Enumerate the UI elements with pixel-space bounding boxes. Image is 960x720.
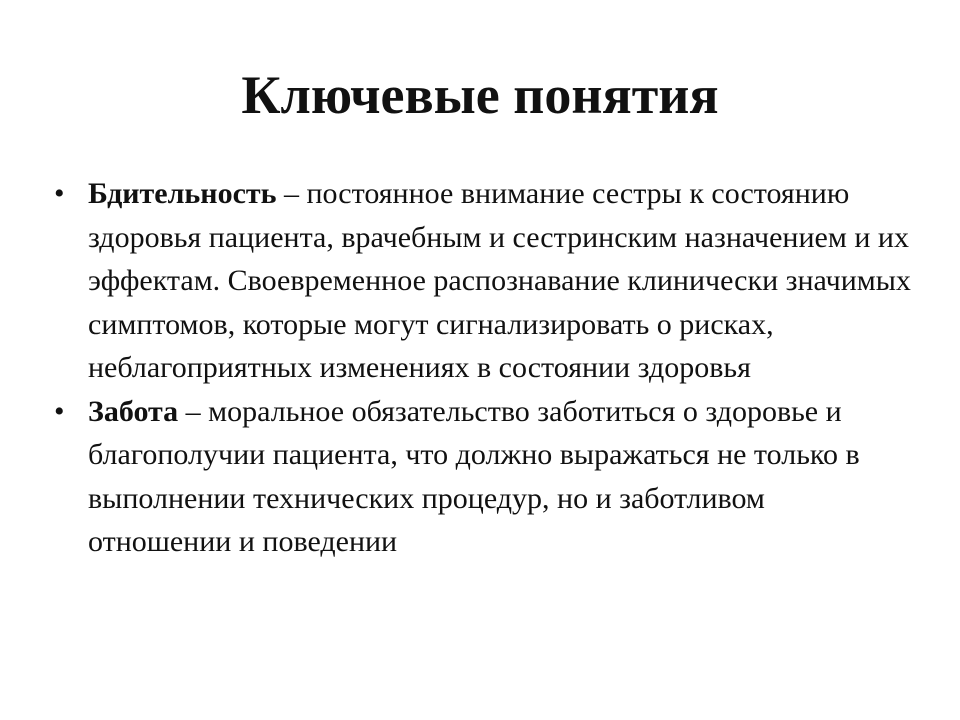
bullet-item-vigilance xyxy=(54,172,914,390)
bullet-term: Бдительность xyxy=(88,177,277,210)
bullet-text: – постоянное внимание сестры к состоянию здоровья пациента, врачебным и сестринским назначением и их эффектам. Своевременное распознавание клинически значимых симптомов, которые могут сигнализировать о рисках, неблагоприятных изменениях в состоянии здоровья xyxy=(88,177,911,384)
bullet-dot-icon: • xyxy=(54,394,65,428)
bullet-list xyxy=(54,172,914,564)
slide-title: Ключевые понятия xyxy=(241,65,719,125)
bullet-item-care xyxy=(54,390,914,564)
bullet-text: – моральное обязательство заботиться о здоровье и благополучии пациента, что должно выражаться не только в выполнении технических процедур, но и заботливом отношении и поведении xyxy=(88,394,860,558)
bullet-dot-icon: • xyxy=(54,177,65,210)
bullet-term: Забота xyxy=(88,394,179,428)
